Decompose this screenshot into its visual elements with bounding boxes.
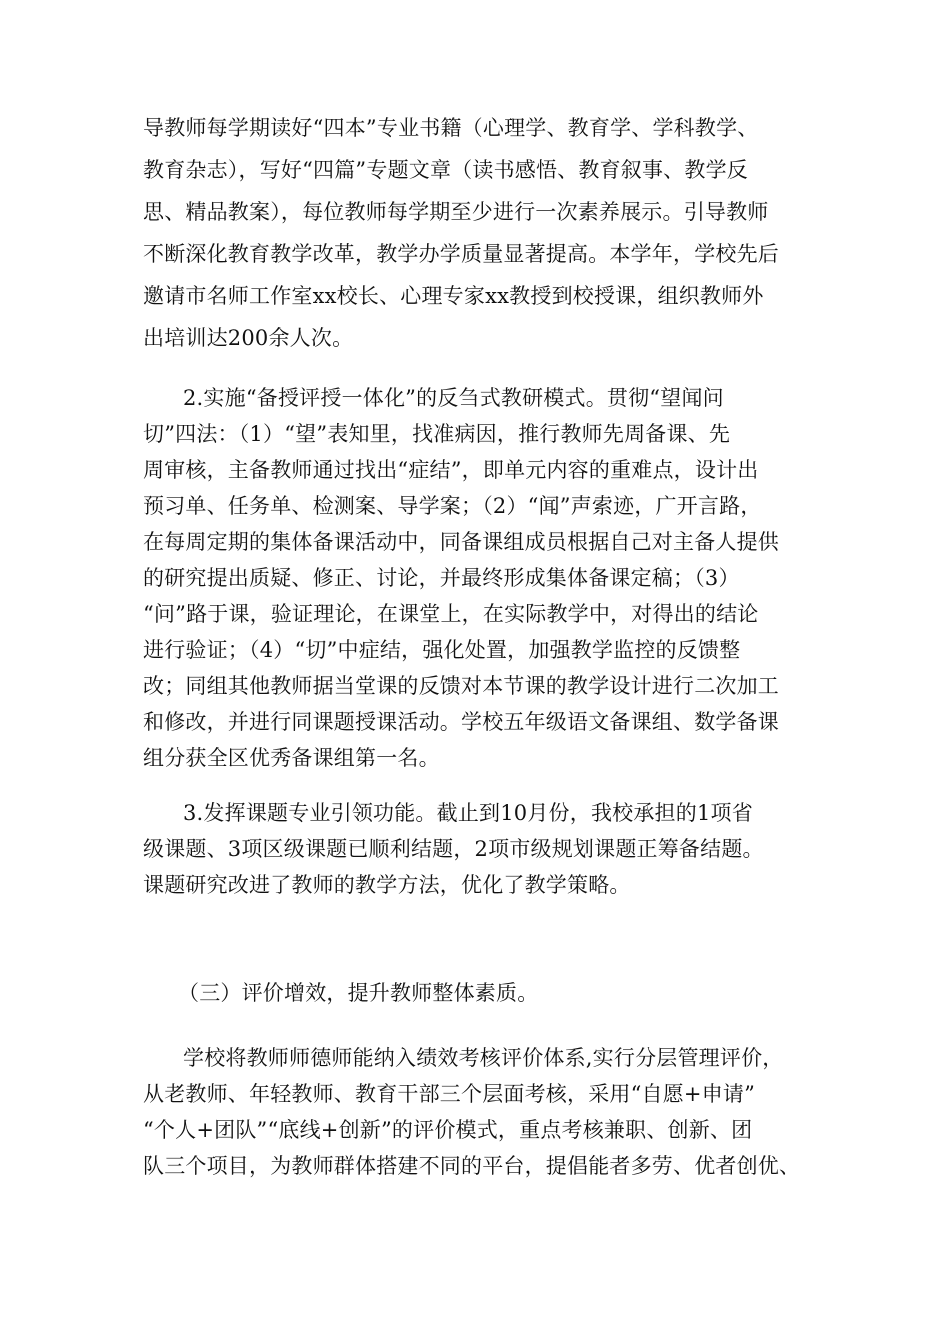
- text-line: 从老教师、年轻教师、教育干部三个层面考核，采用“自愿+申请”: [143, 1082, 756, 1106]
- text-line: 学校将教师师德师能纳入绩效考核评价体系,实行分层管理评价，: [183, 1046, 784, 1070]
- text-line: 队三个项目，为教师群体搭建不同的平台，提倡能者多劳、优者创优、: [143, 1154, 801, 1178]
- text-line: 教育杂志），写好“四篇”专题文章（读书感悟、教育叙事、教学反: [143, 158, 748, 182]
- text-line: 级课题、3项区级课题已顺利结题，2项市级规划课题正筹备结题。: [143, 837, 764, 861]
- text-line: 2.实施“备授评授一体化”的反刍式教研模式。贯彻“望闻问: [183, 386, 724, 410]
- text-line: 邀请市名师工作室xx校长、心理专家xx教授到校授课，组织教师外: [143, 284, 764, 308]
- section-heading-text: （三）评价增效，提升教师整体素质。: [178, 981, 539, 1005]
- text-line: 3.发挥课题专业引领功能。截止到10月份，我校承担的1项省: [183, 801, 753, 825]
- text-line: 出培训达200余人次。: [143, 326, 354, 350]
- text-line: 周审核，主备教师通过找出“症结”，即单元内容的重难点，设计出: [143, 458, 759, 482]
- text-line: 课题研究改进了教师的教学方法，优化了教学策略。: [143, 873, 631, 897]
- text-line: 的研究提出质疑、修正、讨论，并最终形成集体备课定稿；（3）: [143, 566, 740, 590]
- text-line: 思、精品教案），每位教师每学期至少进行一次素养展示。引导教师: [143, 200, 769, 224]
- text-line: 预习单、任务单、检测案、导学案；（2）“闻”声索迹，广开言路，: [143, 494, 762, 518]
- text-line: 在每周定期的集体备课活动中，同备课组成员根据自己对主备人提供: [143, 530, 779, 554]
- text-line: 进行验证；（4）“切”中症结，强化处置，加强教学监控的反馈整: [143, 638, 741, 662]
- text-line: “个人+团队”“底线+创新”的评价模式，重点考核兼职、创新、团: [143, 1118, 753, 1142]
- text-line: 不断深化教育教学改革，教学办学质量显著提高。本学年，学校先后: [143, 242, 779, 266]
- text-line: 改；同组其他教师据当堂课的反馈对本节课的教学设计进行二次加工: [143, 674, 779, 698]
- text-line: 导教师每学期读好“四本”专业书籍（心理学、教育学、学科教学、: [143, 116, 759, 140]
- text-line: 组分获全区优秀备课组第一名。: [143, 746, 440, 770]
- text-line: 切”四法：（1）“望”表知里，找准病因，推行教师先周备课、先: [143, 422, 731, 446]
- text-line: “问”路于课，验证理论，在课堂上，在实际教学中，对得出的结论: [143, 602, 759, 626]
- text-line: 和修改，并进行同课题授课活动。学校五年级语文备课组、数学备课: [143, 710, 779, 734]
